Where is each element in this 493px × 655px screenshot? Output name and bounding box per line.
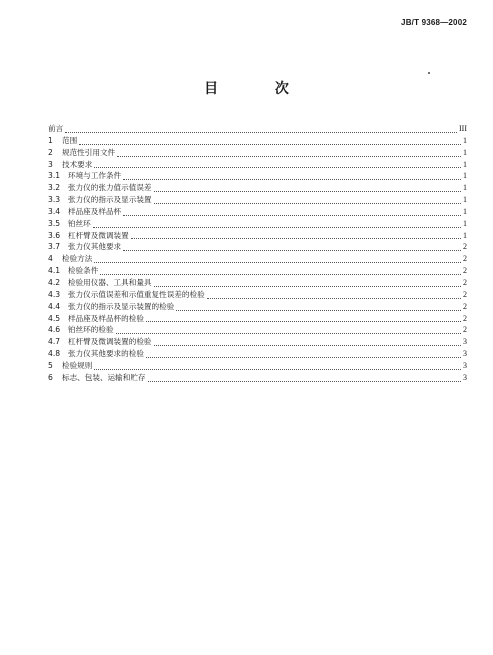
toc-entry-title: 张力仪的张力值示值误差 (68, 183, 152, 193)
toc-entry[interactable] (48, 241, 467, 253)
dot-leader (154, 286, 461, 287)
toc-entry-number: 3.2 (48, 183, 61, 193)
toc-entry-number: 4.3 (48, 289, 61, 299)
toc-entry[interactable] (48, 324, 467, 336)
dot-leader (154, 203, 461, 204)
toc-entry-page: 1 (463, 159, 467, 169)
toc-entry-page: 2 (463, 325, 467, 335)
toc-entry-number: 5 (48, 360, 53, 370)
toc-entry-page: 1 (463, 135, 467, 145)
dot-leader (176, 310, 461, 311)
toc-entry-number: 4.5 (48, 313, 61, 323)
toc-entry-page: 1 (463, 218, 467, 228)
toc-entry-page: 3 (463, 360, 467, 370)
toc-entry-page: 2 (463, 242, 467, 252)
dot-leader (131, 238, 461, 239)
dot-leader (123, 179, 461, 180)
toc-entry-number: 4.1 (48, 266, 61, 276)
toc-entry-page: 2 (463, 266, 467, 276)
toc-entry-page: 1 (463, 183, 467, 193)
toc-entry-title: 杠杆臂及微调装置 (68, 230, 129, 240)
toc-entry-page: 3 (463, 349, 467, 359)
toc-entry-page: 3 (463, 372, 467, 382)
toc-entry-page: 2 (463, 254, 467, 264)
toc-entry[interactable] (48, 348, 467, 360)
toc-entry[interactable] (48, 194, 467, 206)
toc-entry[interactable] (48, 313, 467, 325)
dot-leader (100, 274, 461, 275)
toc-entry-title: 规范性引用文件 (62, 147, 116, 157)
toc-entry-number: 3.1 (48, 171, 61, 181)
toc-entry-number: 1 (48, 135, 53, 145)
toc-entry[interactable] (48, 182, 467, 194)
toc-entry-page: 1 (463, 206, 467, 216)
toc-entry-page: 1 (463, 195, 467, 205)
toc-entry[interactable] (48, 253, 467, 265)
toc-entry-number: 3.5 (48, 218, 61, 228)
toc-entry-number: 3 (48, 159, 53, 169)
dot-leader (123, 215, 461, 216)
toc-entry[interactable] (48, 206, 467, 218)
toc-entry-title: 检验方法 (62, 254, 93, 264)
toc-entry[interactable] (48, 170, 467, 182)
toc-entry-number: 4.6 (48, 325, 61, 335)
toc-entry-title: 样品座及样品杯 (68, 206, 122, 216)
table-of-contents (48, 123, 467, 384)
toc-entry-title: 杠杆臂及微调装置的检验 (68, 337, 152, 347)
dot-leader (93, 227, 461, 228)
toc-entry-number: 3.3 (48, 195, 61, 205)
toc-entry[interactable] (48, 301, 467, 313)
toc-entry-number: 3.4 (48, 206, 61, 216)
toc-entry-title: 环境与工作条件 (68, 171, 122, 181)
dot-leader (79, 144, 461, 145)
dot-leader (207, 298, 461, 299)
dot-leader (94, 167, 461, 168)
toc-entry-page: 2 (463, 313, 467, 323)
dot-leader (154, 191, 461, 192)
toc-entry-title: 标志、包装、运输和贮存 (62, 372, 146, 382)
toc-entry-page: 2 (463, 289, 467, 299)
toc-entry-page: 1 (463, 171, 467, 181)
toc-entry-page: 3 (463, 337, 467, 347)
toc-entry[interactable] (48, 218, 467, 230)
dot-leader (123, 250, 461, 251)
toc-entry-number: 4.7 (48, 337, 61, 347)
toc-entry[interactable] (48, 265, 467, 277)
scan-speck (428, 72, 430, 74)
toc-entry-number: 4 (48, 254, 53, 264)
toc-entry-title: 张力仪其他要求 (68, 242, 122, 252)
toc-entry-page: 2 (463, 301, 467, 311)
toc-entry-page: III (459, 124, 467, 133)
dot-leader (146, 357, 461, 358)
toc-entry-title: 张力仪其他要求的检验 (68, 349, 144, 359)
toc-entry[interactable] (48, 277, 467, 289)
toc-entry-title: 检验用仪器、工具和量具 (68, 277, 152, 287)
toc-entry[interactable] (48, 123, 467, 135)
toc-entry-title: 铂丝环 (68, 218, 91, 228)
toc-entry-number: 4.4 (48, 301, 61, 311)
toc-entry-number: 4.2 (48, 277, 61, 287)
dot-leader (94, 262, 461, 263)
toc-entry-title: 检验规则 (62, 360, 93, 370)
toc-entry-title: 样品座及样品杯的检验 (68, 313, 144, 323)
toc-entry-number: 3.7 (48, 242, 61, 252)
toc-entry[interactable] (48, 147, 467, 159)
dot-leader (148, 381, 461, 382)
toc-entry-number: 3.6 (48, 230, 61, 240)
dot-leader (65, 132, 457, 133)
toc-entry[interactable] (48, 372, 467, 384)
toc-entry[interactable] (48, 135, 467, 147)
toc-entry-number: 6 (48, 372, 53, 382)
toc-entry-page: 1 (463, 147, 467, 157)
dot-leader (146, 321, 461, 322)
dot-leader (94, 369, 461, 370)
dot-leader (117, 156, 461, 157)
toc-entry[interactable] (48, 289, 467, 301)
toc-entry-page: 2 (463, 277, 467, 287)
toc-entry-page: 1 (463, 230, 467, 240)
toc-entry-title: 张力仪的指示及显示装置 (68, 195, 152, 205)
toc-entry-number: 4.8 (48, 349, 61, 359)
toc-entry-number: 2 (48, 147, 53, 157)
toc-entry[interactable] (48, 336, 467, 348)
toc-entry[interactable] (48, 159, 467, 171)
toc-entry-title: 张力仪示值误差和示值重复性误差的检验 (68, 289, 205, 299)
toc-entry-title: 检验条件 (68, 266, 99, 276)
dot-leader (116, 333, 461, 334)
toc-entry[interactable] (48, 360, 467, 372)
toc-entry-title: 张力仪的指示及显示装置的检验 (68, 301, 175, 311)
toc-entry-title: 技术要求 (62, 159, 93, 169)
standard-number: JB/T 9368—2002 (401, 18, 467, 27)
toc-title: 目 次 (204, 81, 315, 97)
dot-leader (154, 345, 461, 346)
toc-entry-title: 铂丝环的检验 (68, 325, 114, 335)
toc-entry-title: 范围 (62, 135, 78, 145)
toc-entry[interactable] (48, 230, 467, 242)
toc-entry-title: 前言 (48, 124, 64, 133)
